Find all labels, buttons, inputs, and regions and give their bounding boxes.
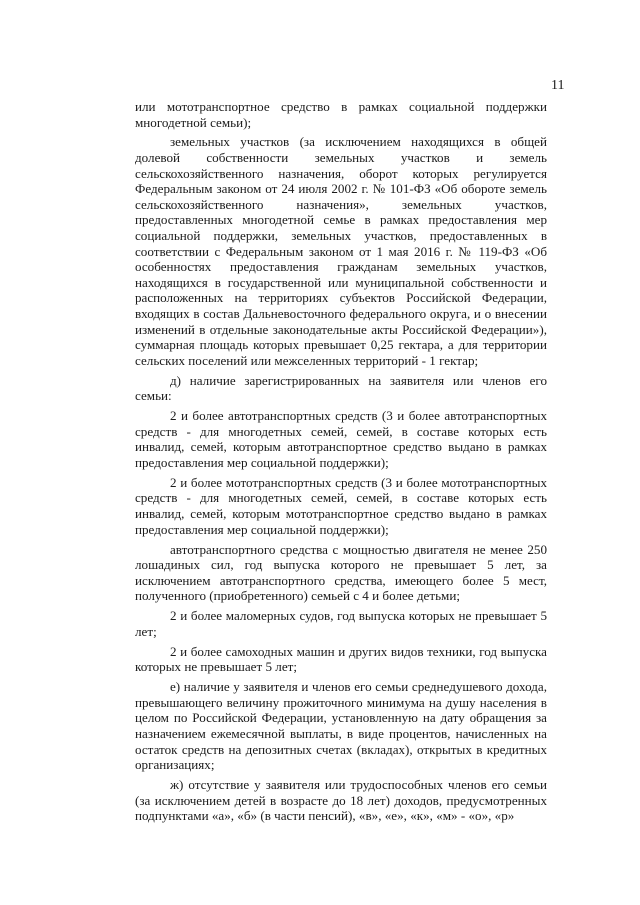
paragraph-land-plots: земельных участков (за исключением находящихся в общей долевой собственности земельных участков и земель сельскохозяйственного назначения, оборот которых регулируется Федеральным законом от 24 июля 2002 г. № 101-ФЗ «Об обороте земель сельскохозяйственного назначения», земельных участков, предоставленных многодетной семье в рамках предоставления мер социальной поддержки, земельных участков, предоставленных в соответствии с Федеральным законом от 1 мая 2016 г. № 119-ФЗ «Об особенностях предоставления гражданам земельных участков, находящихся в государственной или муниципальной собственности и расположенных на территориях субъектов Российской Федерации, входящих в состав Дальневосточного федерального округа, и о внесении изменений в отдельные законодательные акты Российской Федерации»), суммарная площадь которых превышает 0,25 гектара, а для территории сельских поселений или межселенных территорий - 1 гектар; [135,134,547,368]
paragraph-engine-power: автотранспортного средства с мощностью двигателя не менее 250 лошадиных сил, год выпуска которого не превышает 5 лет, за исключением автотранспортного средства, имеющего более 5 мест, полученного (приобретенного) семьей с 4 и более детьми; [135,541,547,604]
paragraph-continuation: или мототранспортное средство в рамках социальной поддержки многодетной семьи); [135,99,547,130]
paragraph-small-vessels: 2 и более маломерных судов, год выпуска которых не превышает 5 лет; [135,608,547,639]
page-number: 11 [551,78,565,93]
paragraph-auto-vehicles: 2 и более автотранспортных средств (3 и более автотранспортных средств - для многодетных семей, семей, в составе которых есть инвалид, семей, которым автотранспортное средство выдано в рамках предоставления мер социальной поддержки); [135,408,547,470]
paragraph-item-e: е) наличие у заявителя и членов его семьи среднедушевого дохода, превышающего величину прожиточного минимума на душу населения в целом по Российской Федерации, установленную на дату обращения за назначением ежемесячной выплаты, в виде процентов, начисленных на остаток средств на депозитных счетах (вкладах), открытых в кредитных организациях; [135,679,547,773]
document-body [135,99,547,824]
paragraph-item-d: д) наличие зарегистрированных на заявителя или членов его семьи: [135,372,547,404]
paragraph-moto-vehicles: 2 и более мототранспортных средств (3 и более мототранспортных средств - для многодетных семей, семей, в составе которых есть инвалид, семей, которым мототранспортное средство выдано в рамках предоставления мер социальной поддержки); [135,474,547,537]
paragraph-self-propelled: 2 и более самоходных машин и других видов техники, год выпуска которых не превышает 5 лет; [135,643,547,675]
paragraph-item-zh: ж) отсутствие у заявителя или трудоспособных членов его семьи (за исключением детей в возрасте до 18 лет) доходов, предусмотренных подпунктами «а», «б» (в части пенсий), «в», «е», «к», «м» - «о», «р» [135,777,547,824]
